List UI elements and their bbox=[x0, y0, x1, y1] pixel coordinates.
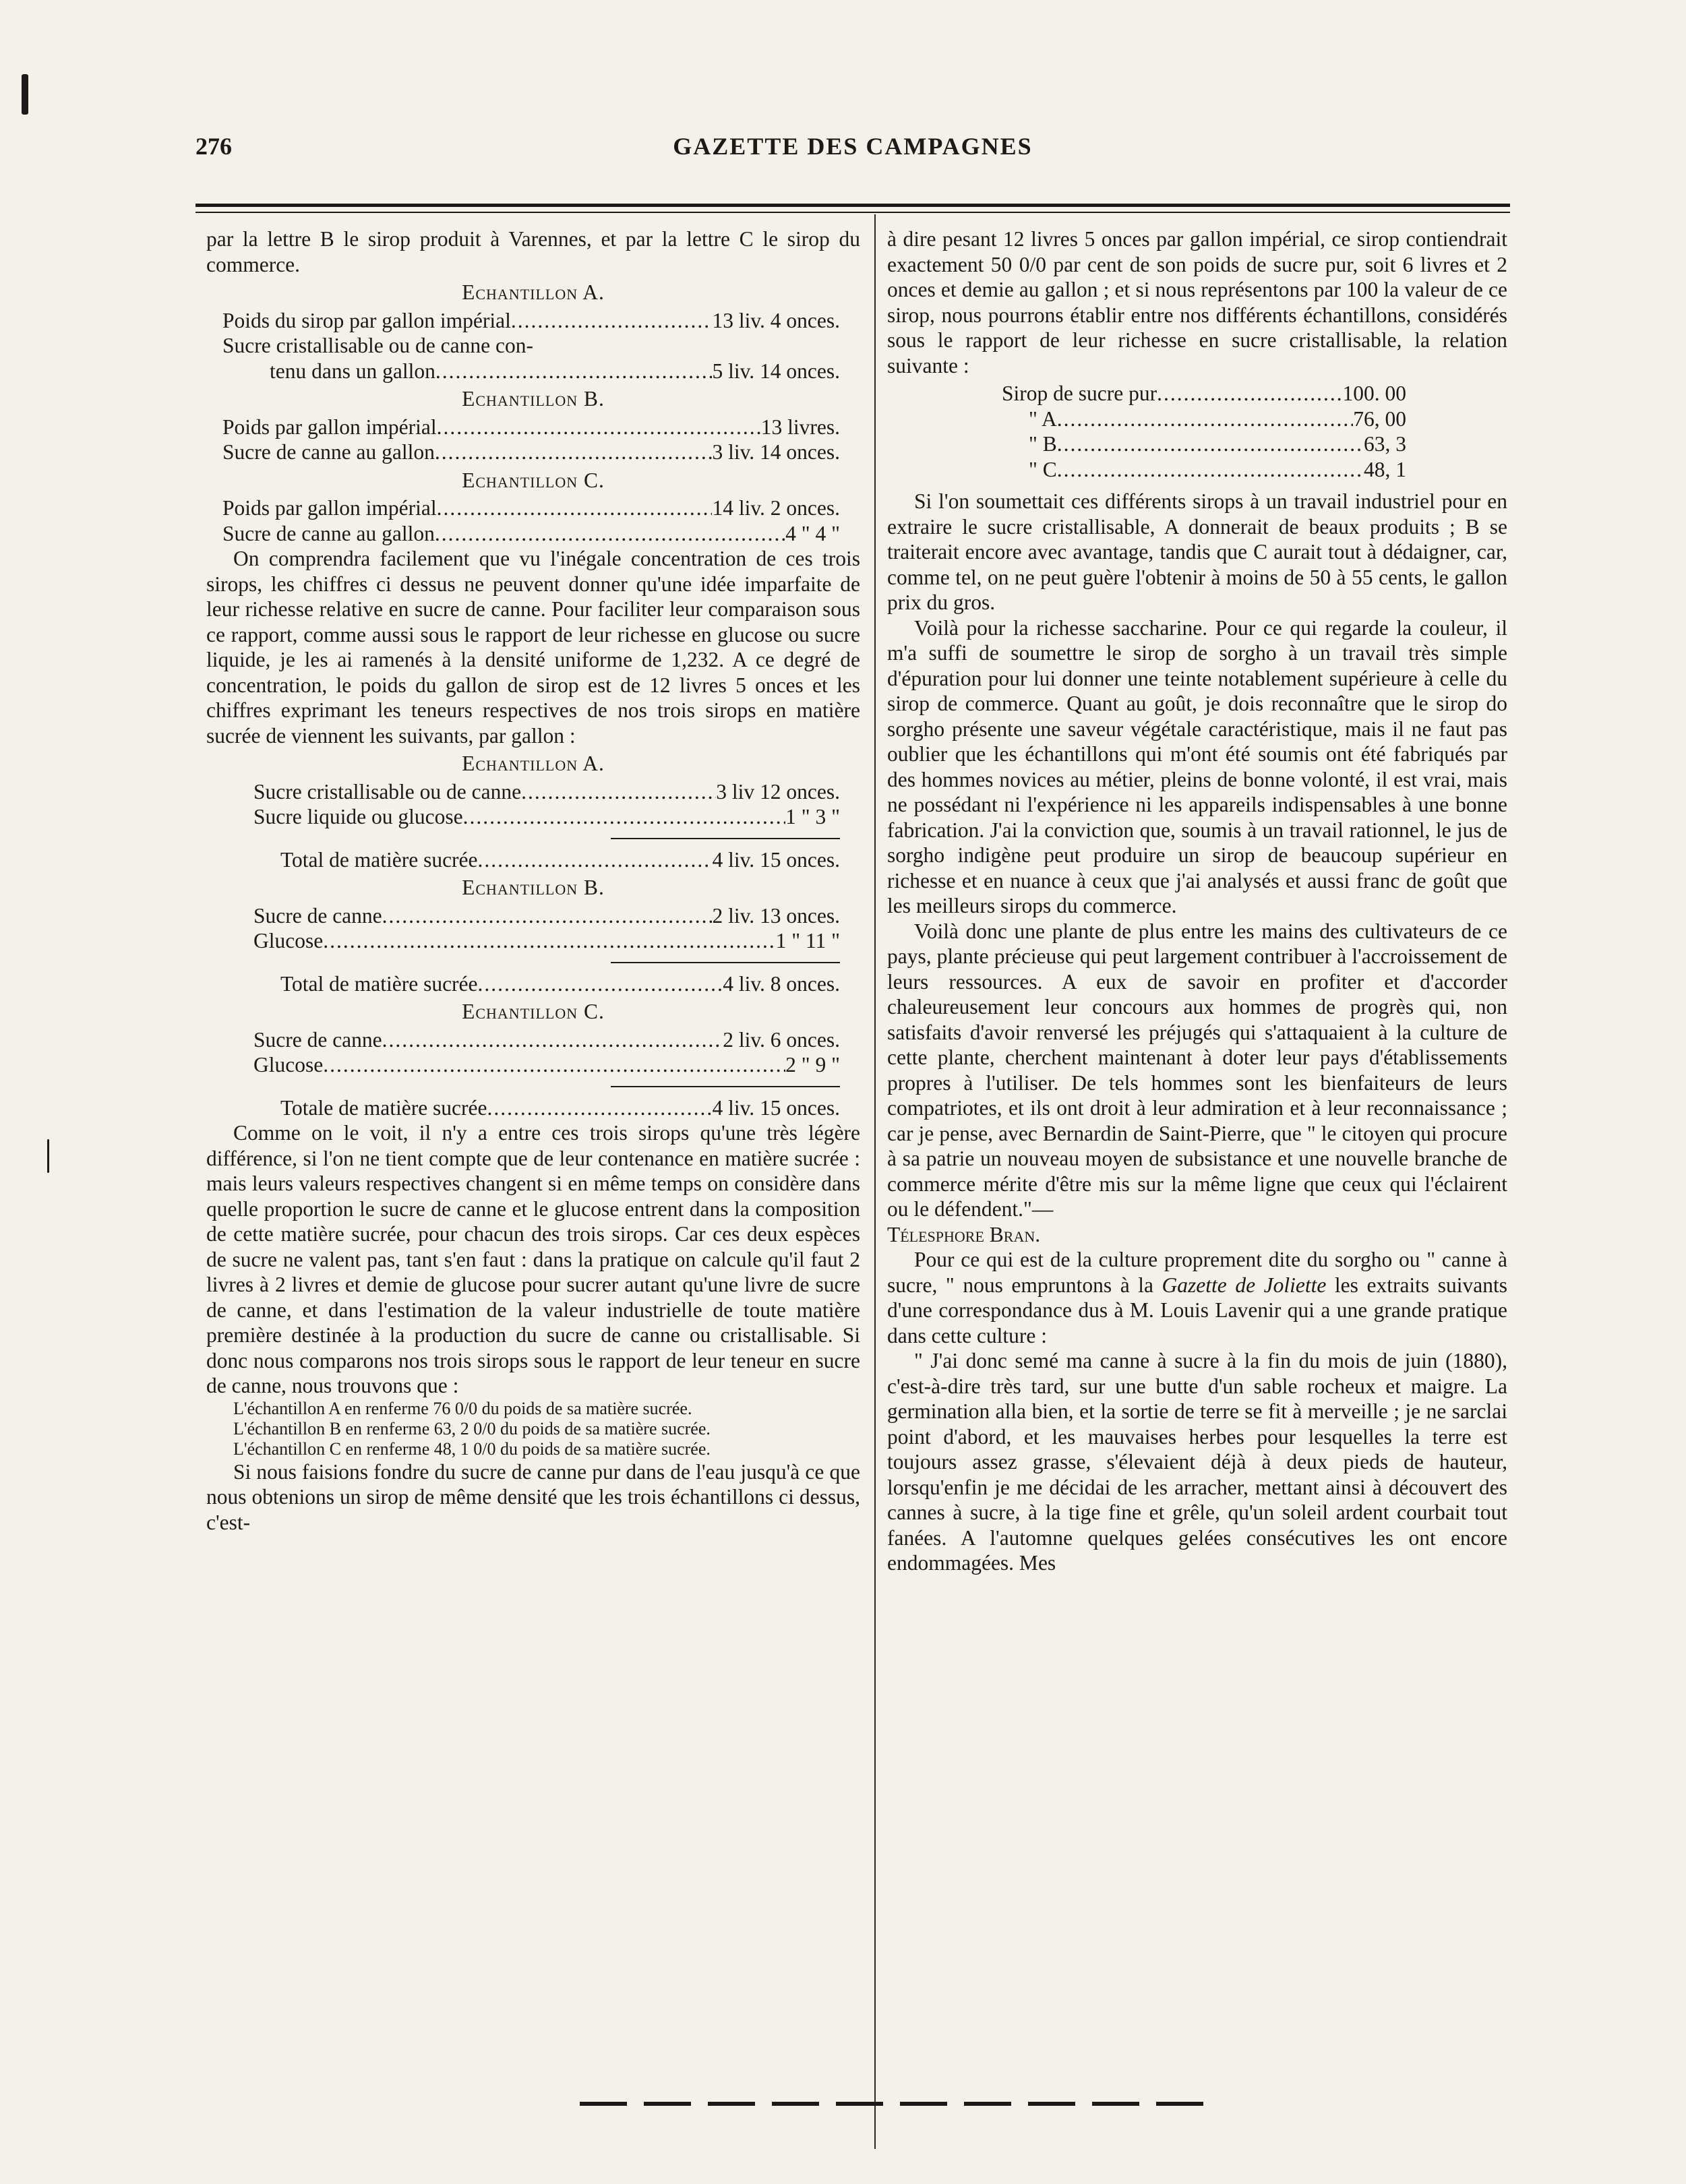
total-value: 4 liv. 15 onces. bbox=[712, 1095, 840, 1120]
pure-sugar-paragraph: Si nous faisions fondre du sucre de canne pur dans de l'eau jusqu'à ce que nous obtenions un sirop de même densité que les trois échantillons ci dessus, c'est- bbox=[206, 1459, 860, 1534]
header-rule-thin bbox=[195, 212, 1510, 213]
note-sample-c: L'échantillon C en renferme 48, 1 0/0 du poids de sa matière sucrée. bbox=[233, 1438, 711, 1459]
row-label: Sucre de canne au gallon bbox=[222, 440, 435, 464]
row-value: 2 liv. 13 onces. bbox=[712, 903, 840, 928]
leader-dots bbox=[521, 779, 716, 805]
culture-paragraph bbox=[887, 1247, 1507, 1348]
table-row bbox=[253, 928, 840, 954]
total-rule bbox=[611, 1086, 840, 1087]
row-label: Sucre de canne au gallon bbox=[222, 521, 435, 545]
row-label: Poids du sirop par gallon impérial bbox=[222, 308, 511, 332]
sample-a-table bbox=[206, 308, 860, 384]
running-title: GAZETTE DES CAMPAGNES bbox=[673, 133, 1033, 160]
leader-dots bbox=[382, 903, 713, 929]
total-row bbox=[206, 971, 860, 997]
leader-dots bbox=[478, 971, 723, 997]
table-row bbox=[222, 308, 840, 334]
sample-c-heading: Echantillon C. bbox=[462, 1000, 605, 1023]
comparison-paragraph: Comme on le voit, il n'y a entre ces trois sirops qu'une très légère différence, si l'on ne tient compte que de leur contenance en matière sucrée : mais leurs valeurs respectives changent si en même temps on considère dans quelle proportion le sucre de canne et le glucose entrent dans la composition de cette matière sucrée, pour chacun des trois sirops. Car ces deux espèces de sucre ne valent pas, tant s'en faut : dans la pratique on calcule qu'il faut 2 livres à 2 livres et demie de glucose pour sucrer autant qu'une livre de sucre de canne, et dans l'estimation de la valeur industrielle de toute matière première destinée à la production du sucre de canne ou cristallisable. Si donc nous comparons nos trois sirops sous le rapport de leur teneur en sucre de canne, nous trouvons que : bbox=[206, 1121, 860, 1397]
leader-dots bbox=[382, 1027, 723, 1053]
signature-name: Télesphore Bran. bbox=[887, 1222, 1041, 1246]
leader-dots bbox=[1157, 381, 1342, 406]
note-sample-a: L'échantillon A en renferme 76 0/0 du poids de sa matière sucrée. bbox=[233, 1398, 692, 1418]
row-label: Glucose bbox=[253, 929, 324, 952]
total-label: Total de matière sucrée bbox=[280, 847, 478, 872]
row-label: Sucre de canne bbox=[253, 1027, 382, 1052]
table-row bbox=[1002, 431, 1406, 457]
row-value: 13 livres. bbox=[760, 415, 840, 439]
row-value: 13 liv. 4 onces. bbox=[712, 308, 840, 332]
plant-paragraph: Voilà donc une plante de plus entre les mains des cultivateurs de ce pays, plante précieuse qui peut largement contribuer à l'accroissement de leurs ressources. A eux de savoir en profiter et d'accorder chaleureusement leur concours aux hommes de progrès qui, non satisfaits d'avoir renversé les préjugés qui s'attaquaient à la culture de cette plante, cherchent maintenant à doter leur pays d'établissements propres à l'utiliser. De tels hommes sont les bienfaiteurs de leurs compatriotes, et ils ont droit à leur admiration et à leur reconnaissance ; car je pense, avec Bernardin de Saint-Pierre, que " le citoyen qui procure à sa patrie un nouveau moyen de subsistance et une nouvelle branche de commerce mérite d'être mis sur la même ligne que ceux qui l'éclairent ou le défendent."— bbox=[887, 919, 1507, 1221]
scan-mark bbox=[47, 1139, 49, 1173]
page-header bbox=[195, 132, 1510, 166]
table-row bbox=[253, 1052, 840, 1078]
leader-dots bbox=[323, 1052, 785, 1078]
syrup-relation-table bbox=[887, 381, 1507, 482]
leader-dots bbox=[478, 847, 713, 873]
sample-a-sugar-table bbox=[206, 779, 860, 830]
sample-c-heading: Echantillon C. bbox=[462, 468, 605, 492]
row-value: 1 " 3 " bbox=[785, 805, 840, 828]
table-row bbox=[253, 779, 840, 805]
leader-dots bbox=[437, 495, 713, 521]
total-rule bbox=[611, 838, 840, 839]
row-label: Sirop de sucre pur bbox=[1002, 382, 1157, 405]
sample-c-table bbox=[206, 495, 860, 546]
leader-dots bbox=[511, 308, 713, 334]
row-label: " C bbox=[1029, 457, 1057, 481]
scan-mark bbox=[22, 74, 28, 115]
left-column bbox=[206, 226, 860, 1535]
table-row bbox=[253, 1027, 840, 1053]
culture-text: Pour ce qui est de la culture proprement dite du sorgho ou " canne à sucre, " nous empruntons à la bbox=[887, 1248, 1507, 1297]
row-label: Sucre cristallisable ou de canne bbox=[253, 779, 522, 803]
row-value: 76, 00 bbox=[1353, 406, 1406, 431]
row-value: 48, 1 bbox=[1364, 457, 1406, 481]
leader-dots bbox=[323, 928, 775, 954]
sample-b-sugar-table bbox=[206, 903, 860, 954]
table-row bbox=[222, 359, 840, 384]
table-row bbox=[1002, 381, 1406, 406]
table-row bbox=[222, 415, 840, 440]
sample-a-heading: Echantillon A. bbox=[462, 752, 605, 775]
total-value: 4 liv. 15 onces. bbox=[712, 847, 840, 872]
leader-dots bbox=[1057, 457, 1364, 483]
table-row bbox=[253, 903, 840, 929]
sample-c-sugar-table bbox=[206, 1027, 860, 1078]
journal-title: Gazette de Joliette bbox=[1162, 1273, 1327, 1297]
row-label: Sucre cristallisable ou de canne con- bbox=[222, 334, 533, 357]
table-row bbox=[222, 495, 840, 521]
total-label: Total de matière sucrée bbox=[280, 971, 478, 996]
row-value: 2 liv. 6 onces. bbox=[723, 1027, 840, 1052]
row-value: 4 " 4 " bbox=[785, 521, 840, 545]
page-number: 276 bbox=[195, 133, 232, 160]
row-label: Poids par gallon impérial bbox=[222, 496, 437, 520]
row-label: Sucre de canne bbox=[253, 903, 382, 928]
table-row bbox=[1002, 457, 1406, 483]
leader-dots bbox=[437, 415, 761, 440]
row-label: " A bbox=[1029, 406, 1057, 431]
header-rule-thick bbox=[195, 204, 1510, 207]
sample-b-heading: Echantillon B. bbox=[462, 876, 605, 899]
concentration-paragraph: On comprendra facilement que vu l'inégale concentration de ces trois sirops, les chiffres ci dessus ne peuvent donner qu'une idée imparfaite de leur richesse relative en sucre de canne. Pour faciliter leur comparaison sous ce rapport, comme aussi sous le rapport de leur richesse en glucose ou sucre liquide, je les ai ramenés à la densité uniforme de 1,232. A ce degré de concentration, le poids du gallon de sirop est de 12 livres 5 onces et les chiffres exprimant les teneurs respectives de nos trois sirops en matière sucrée de viennent les suivants, par gallon : bbox=[206, 547, 860, 748]
footer-ornament-rule bbox=[580, 2102, 1213, 2106]
table-row bbox=[222, 439, 840, 465]
total-row bbox=[206, 847, 860, 873]
leader-dots bbox=[1057, 431, 1364, 457]
row-label: Sucre liquide ou glucose bbox=[253, 805, 463, 828]
intro-paragraph: par la lettre B le sirop produit à Varennes, et par la lettre C le sirop du commerce. bbox=[206, 227, 860, 276]
leader-dots bbox=[487, 1095, 713, 1121]
table-row bbox=[253, 804, 840, 830]
industrial-paragraph: Si l'on soumettait ces différents sirops à un travail industriel pour en extraire le sucre cristallisable, A donnerait de beaux produits ; B se traiterait encore avec avantage, tandis que C aurait tout à dédaigner, car, comme tel, on ne peut guère l'obtenir à moins de 50 à 55 cents, le gallon prix du gros. bbox=[887, 489, 1507, 614]
total-rule bbox=[611, 962, 840, 963]
note-sample-b: L'échantillon B en renferme 63, 2 0/0 du poids de sa matière sucrée. bbox=[233, 1418, 711, 1438]
leader-dots bbox=[1057, 406, 1354, 432]
total-value: 4 liv. 8 onces. bbox=[723, 971, 840, 996]
table-row bbox=[1002, 406, 1406, 432]
row-value: 63, 3 bbox=[1364, 432, 1406, 456]
row-label: Glucose bbox=[253, 1053, 324, 1076]
leader-dots bbox=[435, 521, 785, 547]
total-row bbox=[206, 1095, 860, 1121]
continued-paragraph: à dire pesant 12 livres 5 onces par gallon impérial, ce sirop contiendrait exactement 50 0/0 par cent de son poids de sucre pur, soit 6 livres et 2 onces et demie au gallon ; et si nous représentons par 100 la valeur de ce sirop, nous pourrons établir entre nos différents échantillons, considérés sous le rapport de leur richesse en sucre cristallisable, la relation suivante : bbox=[887, 227, 1507, 377]
table-row bbox=[222, 333, 840, 359]
row-label: Poids par gallon impérial bbox=[222, 415, 437, 439]
color-taste-paragraph: Voilà pour la richesse saccharine. Pour ce qui regarde la couleur, il m'a suffi de soumettre le sirop de sorgho à un travail très simple d'épuration pour lui donner une teinte notablement supérieure à celle du sirop de commerce. Quant au goût, je dois reconnaître que le sirop do sorgho présente une saveur végétale caractéristique, mais il ne faut pas oublier que les échantillons qui m'ont été soumis ont été fabriqués par des hommes novices au métier, pleins de bonne volonté, il est vrai, mais ne possédant ni l'expérience ni les appareils indispensables à une bonne fabrication. J'ai la conviction que, soumis à un travail rationnel, le jus de sorgho indigène peut produire un sirop de beaucoup supérieur en richesse et en nuance à ceux que j'ai analysés et aussi franc de goût que les meilleurs sirops du commerce. bbox=[887, 615, 1507, 917]
leader-dots bbox=[435, 439, 713, 465]
leader-dots bbox=[463, 804, 786, 830]
row-label: tenu dans un gallon bbox=[270, 359, 435, 383]
signature bbox=[887, 1222, 1507, 1248]
row-value: 3 liv 12 onces. bbox=[716, 779, 840, 803]
row-value: 1 " 11 " bbox=[775, 929, 840, 952]
row-value: 3 liv. 14 onces. bbox=[712, 440, 840, 464]
row-value: 14 liv. 2 onces. bbox=[712, 496, 840, 520]
column-divider bbox=[874, 214, 876, 2149]
culture-text-end: les extraits suivants d'une correspondance dus à M. Louis Lavenir qui a une grande pratique dans cette culture : bbox=[887, 1273, 1507, 1347]
row-label: " B bbox=[1029, 432, 1057, 456]
sample-b-table bbox=[206, 415, 860, 465]
sample-b-heading: Echantillon B. bbox=[462, 387, 605, 411]
total-label: Totale de matière sucrée bbox=[280, 1095, 487, 1120]
row-value: 100. 00 bbox=[1342, 382, 1406, 405]
letter-paragraph: " J'ai donc semé ma canne à sucre à la fin du mois de juin (1880), c'est-à-dire très tard, sur une butte d'un sable rocheux et maigre. La germination alla bien, et la sortie de terre se fit à merveille ; je ne sarclai point d'abord, et les mauvaises herbes pour lesquelles la terre est toujours assez grasse, s'élevaient déjà à deux pieds de hauteur, lorsqu'enfin je me décidai de les arracher, mettant ainsi à découvert des cannes à sucre, à la tige fine et grêle, qu'un soleil ardent courbait tout fanées. A l'automne quelques gelées consécutives les ont encore endommagées. Mes bbox=[887, 1349, 1507, 1575]
sample-a-heading: Echantillon A. bbox=[462, 280, 605, 304]
row-value: 5 liv. 14 onces. bbox=[712, 359, 840, 383]
table-row bbox=[222, 521, 840, 547]
row-value: 2 " 9 " bbox=[785, 1053, 840, 1076]
leader-dots bbox=[435, 359, 713, 384]
right-column bbox=[887, 226, 1507, 1576]
